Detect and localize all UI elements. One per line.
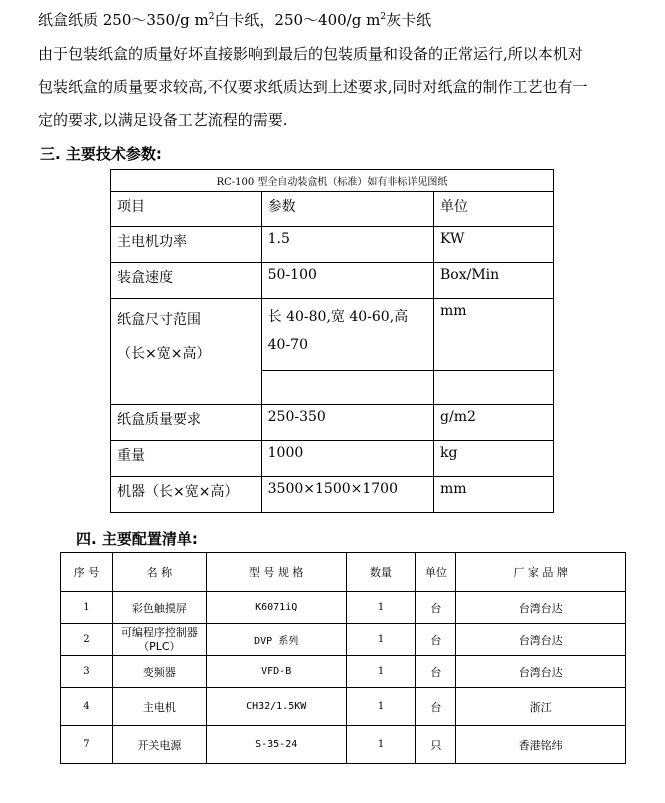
spec-unit: mm (434, 477, 554, 513)
spec-item: 机器（长×宽×高） (111, 477, 262, 513)
config-header-brand: 厂 家 品 牌 (456, 553, 626, 592)
spec-header-unit: 单位 (434, 192, 554, 227)
config-qty: 1 (346, 592, 416, 624)
config-brand: 台湾台达 (456, 624, 626, 656)
spec-param: 250-350 (261, 405, 433, 441)
config-qty: 1 (346, 688, 416, 726)
spec-row (111, 405, 554, 441)
spec-table (110, 169, 554, 513)
section-4-heading: 四. 主要配置清单: (76, 530, 198, 548)
spec-param (261, 299, 433, 371)
spec-param: 3500×1500×1700 (261, 477, 433, 513)
config-row (61, 688, 626, 726)
spec-caption: RC-100 型全自动装盒机（标准）如有非标详见图纸 (111, 170, 554, 192)
config-model: VFD-B (206, 656, 346, 688)
spec-item: 纸盒质量要求 (111, 405, 262, 441)
spec-header-row (111, 192, 554, 227)
spec-caption-row (111, 170, 554, 192)
config-brand: 台湾台达 (456, 592, 626, 624)
spec-param: 1.5 (261, 227, 433, 263)
spec-unit: KW (434, 227, 554, 263)
intro-paragraph-line: 定的要求,以满足设备工艺流程的需要. (38, 111, 288, 129)
config-brand: 香港铭纬 (456, 726, 626, 764)
config-no: 7 (61, 726, 113, 764)
spec-param: 1000 (261, 441, 433, 477)
config-no: 3 (61, 656, 113, 688)
paper-grade-text-2: 白卡纸，250～400/g m (214, 11, 381, 29)
superscript-2: 2 (380, 12, 387, 22)
paper-grade-text-3: 灰卡纸 (386, 11, 432, 29)
spec-item: 主电机功率 (111, 227, 262, 263)
config-unit: 台 (416, 624, 456, 656)
config-unit: 台 (416, 592, 456, 624)
spec-row (111, 477, 554, 513)
spec-row (111, 299, 554, 371)
config-brand: 台湾台达 (456, 656, 626, 688)
config-model: K6071iQ (206, 592, 346, 624)
config-no: 1 (61, 592, 113, 624)
spec-item-line: （长×宽×高） (117, 346, 211, 362)
config-header-model: 型 号 规 格 (206, 553, 346, 592)
config-unit: 台 (416, 656, 456, 688)
config-table (60, 552, 626, 764)
spec-empty-cell (261, 371, 433, 405)
spec-unit: mm (434, 299, 554, 371)
spec-row (111, 441, 554, 477)
config-name: 主电机 (112, 688, 206, 726)
spec-param-line: 40-70 (267, 337, 308, 353)
config-row (61, 656, 626, 688)
spec-unit: Box/Min (434, 263, 554, 299)
intro-paragraph-line: 由于包装纸盒的质量好坏直接影响到最后的包装质量和设备的正常运行,所以本机对 (38, 45, 583, 63)
spec-row (111, 227, 554, 263)
config-row (61, 624, 626, 656)
config-header-qty: 数量 (346, 553, 416, 592)
spec-header-item: 项目 (111, 192, 262, 227)
section-3-heading: 三. 主要技术参数: (40, 145, 162, 163)
spec-param-line: 长 40-80,宽 40-60,高 (267, 309, 409, 325)
config-name: 变频器 (112, 656, 206, 688)
config-header-unit: 单位 (416, 553, 456, 592)
spec-item-line: 纸盒尺寸范围 (117, 312, 201, 328)
config-row (61, 592, 626, 624)
spec-unit: g/m2 (434, 405, 554, 441)
spec-header-param: 参数 (261, 192, 433, 227)
intro-paragraph-line: 包装纸盒的质量要求较高,不仅要求纸质达到上述要求,同时对纸盒的制作工艺也有一 (38, 78, 588, 96)
config-qty: 1 (346, 624, 416, 656)
config-header-no: 序 号 (61, 553, 113, 592)
superscript-2: 2 (208, 12, 215, 22)
paper-grade-text-1: 纸盒纸质 250～350/g m (38, 11, 209, 29)
config-unit: 只 (416, 726, 456, 764)
config-name: 开关电源 (112, 726, 206, 764)
spec-row (111, 263, 554, 299)
config-row (61, 726, 626, 764)
config-model: DVP 系列 (206, 624, 346, 656)
config-brand: 浙江 (456, 688, 626, 726)
spec-unit: kg (434, 441, 554, 477)
config-qty: 1 (346, 726, 416, 764)
config-model: CH32/1.5KW (206, 688, 346, 726)
paper-grade-line (38, 6, 431, 31)
config-qty: 1 (346, 656, 416, 688)
config-no: 2 (61, 624, 113, 656)
spec-param: 50-100 (261, 263, 433, 299)
spec-empty-cell (434, 371, 554, 405)
spec-item: 装盒速度 (111, 263, 262, 299)
config-unit: 台 (416, 688, 456, 726)
config-name: 彩色触摸屏 (112, 592, 206, 624)
spec-item (111, 299, 262, 405)
spec-item: 重量 (111, 441, 262, 477)
config-no: 4 (61, 688, 113, 726)
config-header-name: 名 称 (112, 553, 206, 592)
config-name: 可编程序控制器（PLC） (112, 624, 206, 656)
config-header-row (61, 553, 626, 592)
config-model: S-35-24 (206, 726, 346, 764)
